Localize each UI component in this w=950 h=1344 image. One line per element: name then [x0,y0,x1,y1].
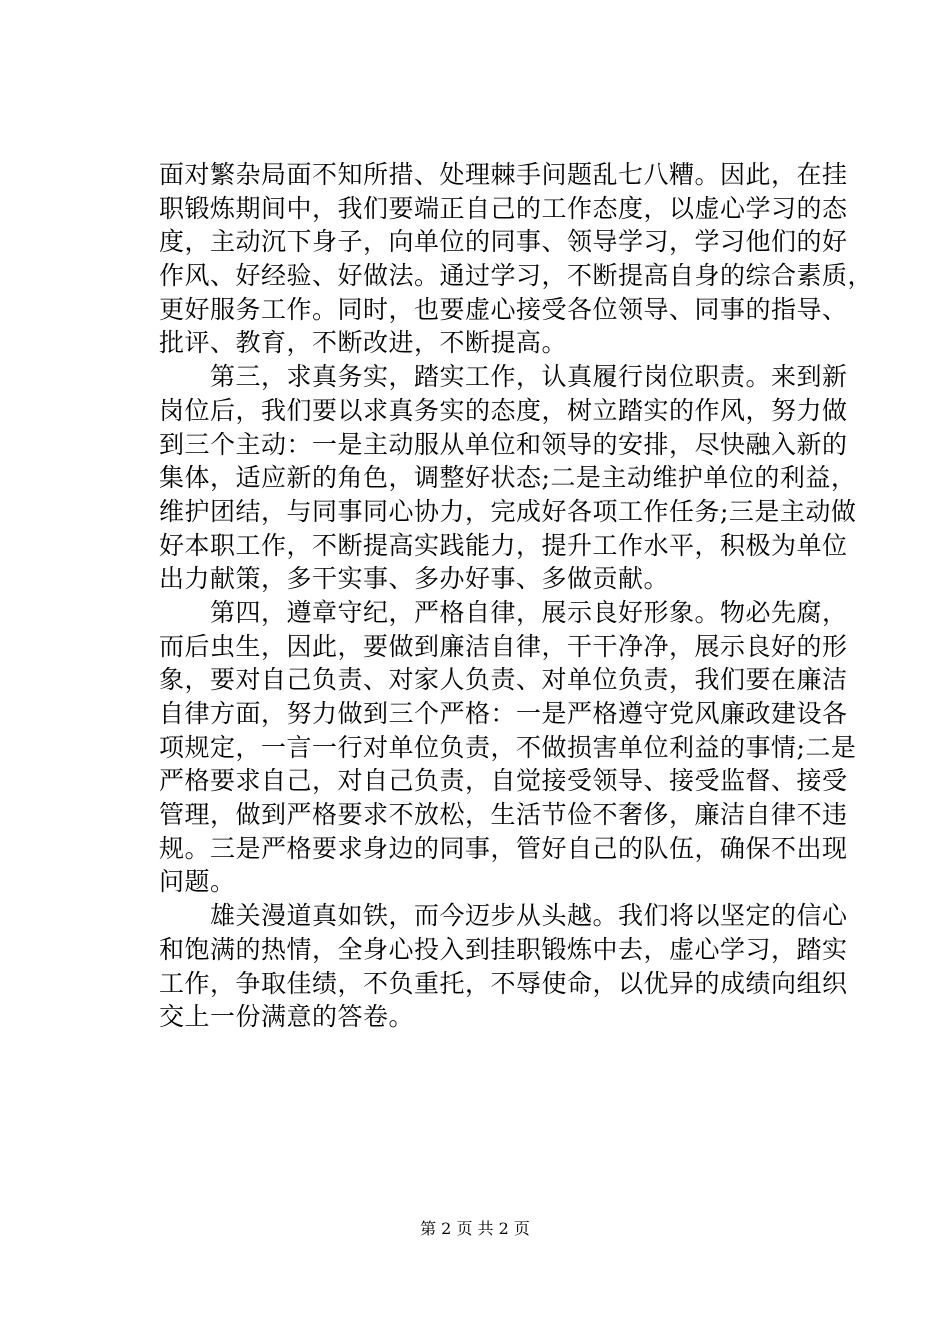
paragraph-continuation [159,158,874,360]
text-line: 而后虫生，因此，要做到廉洁自律，干干净净，展示良好的形 [159,631,848,661]
text-line: 交上一份满意的答卷。 [159,1002,415,1032]
text-line: 到三个主动：一是主动服从单位和领导的安排，尽快融入新的 [159,429,848,459]
text-line: 维护团结，与同事同心协力，完成好各项工作任务;三是主动做 [159,496,857,526]
text-line: 严格要求自己，对自己负责，自觉接受领导、接受监督、接受 [159,766,848,796]
text-line: 岗位后，我们要以求真务实的态度，树立踏实的作风，努力做 [159,395,848,425]
document-body [159,158,874,1034]
paragraph-closing [159,899,848,1034]
text-line: 出力献策，多干实事、多办好事、多做贡献。 [159,564,670,594]
text-line: 更好服务工作。同时，也要虚心接受各位领导、同事的指导、 [159,294,848,324]
text-line: 职锻炼期间中，我们要端正自己的工作态度，以虚心学习的态 [159,193,848,223]
text-line: 管理，做到严格要求不放松，生活节俭不奢侈，廉洁自律不违 [159,800,848,830]
text-line: 面对繁杂局面不知所措、处理棘手问题乱七八糟。因此，在挂 [159,160,848,189]
text-line: 第四，遵章守纪，严格自律，展示良好形象。物必先腐， [159,597,848,627]
text-line: 度，主动沉下身子，向单位的同事、领导学习，学习他们的好 [159,227,848,257]
page-number-indicator: 第 2 页 共 2 页 [420,1219,530,1238]
text-line: 工作，争取佳绩，不负重托，不辱使命，以优异的成绩向组织 [159,968,848,998]
text-line: 好本职工作，不断提高实践能力，提升工作水平，积极为单位 [159,530,848,560]
text-line: 批评、教育，不断改进，不断提高。 [159,328,568,358]
paragraph-third-point [159,360,857,596]
text-line: 雄关漫道真如铁，而今迈步从头越。我们将以坚定的信心 [159,901,848,931]
text-line: 集体，适应新的角色，调整好状态;二是主动维护单位的利益， [159,463,857,493]
text-line: 自律方面，努力做到三个严格：一是严格遵守党风廉政建设各 [159,699,848,728]
text-line: 项规定，一言一行对单位负责，不做损害单位利益的事情;二是 [159,732,857,762]
text-line: 第三，求真务实，踏实工作，认真履行岗位职责。来到新 [159,362,848,392]
page-footer [0,1216,950,1239]
text-line: 和饱满的热情，全身心投入到挂职锻炼中去，虚心学习，踏实 [159,934,848,964]
paragraph-fourth-point [159,596,857,899]
text-line: 象，要对自己负责、对家人负责、对单位负责，我们要在廉洁 [159,665,848,695]
text-line: 作风、好经验、好做法。通过学习，不断提高自身的综合素质， [159,261,874,291]
text-line: 规。三是严格要求身边的同事，管好自己的队伍，确保不出现 [159,833,848,863]
text-line: 问题。 [159,867,236,897]
